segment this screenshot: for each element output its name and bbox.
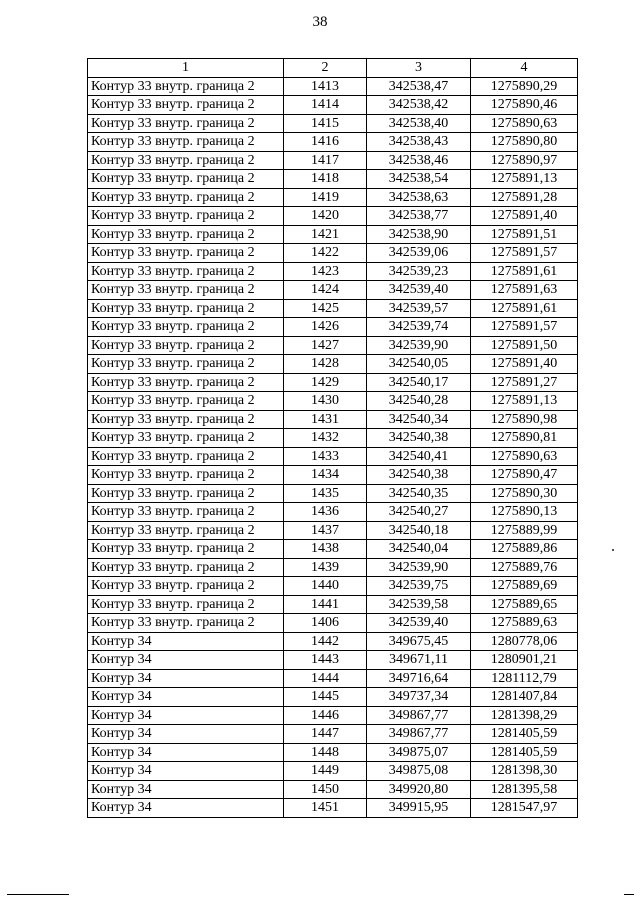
table-row — [88, 651, 578, 670]
contour-name-cell: Контур 33 внутр. граница 2 — [88, 262, 284, 281]
y-coordinate-cell: 1280778,06 — [471, 632, 578, 651]
x-coordinate-cell: 342539,74 — [367, 318, 471, 337]
page-number: 38 — [312, 14, 328, 30]
x-coordinate-cell: 342539,75 — [367, 577, 471, 596]
contour-name-cell: Контур 33 внутр. граница 2 — [88, 114, 284, 133]
contour-name-cell: Контур 33 внутр. граница 2 — [88, 429, 284, 448]
y-coordinate-cell: 1275890,46 — [471, 96, 578, 115]
point-number-cell: 1429 — [284, 373, 367, 392]
y-coordinate-cell: 1280901,21 — [471, 651, 578, 670]
table-row — [88, 577, 578, 596]
contour-name-cell: Контур 33 внутр. граница 2 — [88, 225, 284, 244]
y-coordinate-cell: 1281405,59 — [471, 725, 578, 744]
y-coordinate-cell: 1275890,80 — [471, 133, 578, 152]
x-coordinate-cell: 342538,43 — [367, 133, 471, 152]
point-number-cell: 1426 — [284, 318, 367, 337]
table-row — [88, 595, 578, 614]
table-row — [88, 207, 578, 226]
contour-name-cell: Контур 33 внутр. граница 2 — [88, 170, 284, 189]
contour-name-cell: Контур 33 внутр. граница 2 — [88, 336, 284, 355]
y-coordinate-cell: 1275891,13 — [471, 170, 578, 189]
y-coordinate-cell: 1275889,76 — [471, 558, 578, 577]
table-row — [88, 392, 578, 411]
table-row — [88, 558, 578, 577]
coordinates-table-body — [88, 59, 578, 818]
y-coordinate-cell: 1281395,58 — [471, 780, 578, 799]
y-coordinate-cell: 1275891,63 — [471, 281, 578, 300]
table-row — [88, 114, 578, 133]
table-row — [88, 281, 578, 300]
y-coordinate-cell: 1275891,40 — [471, 207, 578, 226]
point-number-cell: 1441 — [284, 595, 367, 614]
y-coordinate-cell: 1275889,99 — [471, 521, 578, 540]
x-coordinate-cell: 349716,64 — [367, 669, 471, 688]
contour-name-cell: Контур 33 внутр. граница 2 — [88, 299, 284, 318]
point-number-cell: 1415 — [284, 114, 367, 133]
y-coordinate-cell: 1275890,29 — [471, 77, 578, 96]
y-coordinate-cell: 1275890,97 — [471, 151, 578, 170]
x-coordinate-cell: 342539,57 — [367, 299, 471, 318]
table-row — [88, 96, 578, 115]
contour-name-cell: Контур 33 внутр. граница 2 — [88, 447, 284, 466]
point-number-cell: 1425 — [284, 299, 367, 318]
y-coordinate-cell: 1275889,86 — [471, 540, 578, 559]
y-coordinate-cell: 1275890,98 — [471, 410, 578, 429]
point-number-cell: 1436 — [284, 503, 367, 522]
table-row — [88, 688, 578, 707]
point-number-cell: 1443 — [284, 651, 367, 670]
point-number-cell: 1440 — [284, 577, 367, 596]
x-coordinate-cell: 342538,40 — [367, 114, 471, 133]
point-number-cell: 1416 — [284, 133, 367, 152]
x-coordinate-cell: 349737,34 — [367, 688, 471, 707]
y-coordinate-cell: 1281407,84 — [471, 688, 578, 707]
table-row — [88, 762, 578, 781]
y-coordinate-cell: 1275891,57 — [471, 244, 578, 263]
x-coordinate-cell: 349675,45 — [367, 632, 471, 651]
point-number-cell: 1451 — [284, 799, 367, 818]
contour-name-cell: Контур 33 внутр. граница 2 — [88, 281, 284, 300]
table-row — [88, 799, 578, 818]
contour-name-cell: Контур 34 — [88, 632, 284, 651]
x-coordinate-cell: 342539,23 — [367, 262, 471, 281]
point-number-cell: 1438 — [284, 540, 367, 559]
point-number-cell: 1433 — [284, 447, 367, 466]
y-coordinate-cell: 1275890,81 — [471, 429, 578, 448]
contour-name-cell: Контур 33 внутр. граница 2 — [88, 614, 284, 633]
x-coordinate-cell: 342540,28 — [367, 392, 471, 411]
y-coordinate-cell: 1281547,97 — [471, 799, 578, 818]
x-coordinate-cell: 342539,40 — [367, 614, 471, 633]
contour-name-cell: Контур 33 внутр. граница 2 — [88, 373, 284, 392]
y-coordinate-cell: 1281112,79 — [471, 669, 578, 688]
x-coordinate-cell: 349920,80 — [367, 780, 471, 799]
contour-name-cell: Контур 33 внутр. граница 2 — [88, 96, 284, 115]
point-number-cell: 1445 — [284, 688, 367, 707]
contour-name-cell: Контур 34 — [88, 799, 284, 818]
contour-name-cell: Контур 34 — [88, 762, 284, 781]
contour-name-cell: Контур 33 внутр. граница 2 — [88, 577, 284, 596]
point-number-cell: 1406 — [284, 614, 367, 633]
contour-name-cell: Контур 33 внутр. граница 2 — [88, 318, 284, 337]
point-number-cell: 1420 — [284, 207, 367, 226]
x-coordinate-cell: 342540,38 — [367, 466, 471, 485]
x-coordinate-cell: 342540,35 — [367, 484, 471, 503]
table-row — [88, 725, 578, 744]
y-coordinate-cell: 1275891,40 — [471, 355, 578, 374]
y-coordinate-cell: 1275890,13 — [471, 503, 578, 522]
contour-name-cell: Контур 34 — [88, 706, 284, 725]
contour-name-cell: Контур 33 внутр. граница 2 — [88, 207, 284, 226]
y-coordinate-cell: 1275891,61 — [471, 262, 578, 281]
contour-name-cell: Контур 33 внутр. граница 2 — [88, 503, 284, 522]
scan-speck — [612, 549, 614, 551]
x-coordinate-cell: 342538,90 — [367, 225, 471, 244]
table-row — [88, 503, 578, 522]
point-number-cell: 1418 — [284, 170, 367, 189]
x-coordinate-cell: 349875,08 — [367, 762, 471, 781]
point-number-cell: 1421 — [284, 225, 367, 244]
y-coordinate-cell: 1275891,28 — [471, 188, 578, 207]
table-row — [88, 521, 578, 540]
x-coordinate-cell: 342540,17 — [367, 373, 471, 392]
point-number-cell: 1434 — [284, 466, 367, 485]
point-number-cell: 1419 — [284, 188, 367, 207]
x-coordinate-cell: 349867,77 — [367, 706, 471, 725]
table-row — [88, 133, 578, 152]
point-number-cell: 1439 — [284, 558, 367, 577]
x-coordinate-cell: 342538,46 — [367, 151, 471, 170]
contour-name-cell: Контур 33 внутр. граница 2 — [88, 410, 284, 429]
table-row — [88, 188, 578, 207]
y-coordinate-cell: 1275889,65 — [471, 595, 578, 614]
table-row — [88, 299, 578, 318]
point-number-cell: 1446 — [284, 706, 367, 725]
x-coordinate-cell: 342540,34 — [367, 410, 471, 429]
contour-name-cell: Контур 33 внутр. граница 2 — [88, 133, 284, 152]
y-coordinate-cell: 1281398,30 — [471, 762, 578, 781]
table-row — [88, 669, 578, 688]
y-coordinate-cell: 1275891,61 — [471, 299, 578, 318]
y-coordinate-cell: 1275889,63 — [471, 614, 578, 633]
table-row — [88, 540, 578, 559]
margin-mark — [624, 894, 634, 895]
table-header-row — [88, 59, 578, 78]
table-row — [88, 410, 578, 429]
x-coordinate-cell: 342538,54 — [367, 170, 471, 189]
x-coordinate-cell: 342540,05 — [367, 355, 471, 374]
table-row — [88, 632, 578, 651]
y-coordinate-cell: 1275891,50 — [471, 336, 578, 355]
coordinates-table — [87, 58, 578, 818]
y-coordinate-cell: 1275891,13 — [471, 392, 578, 411]
footnote-separator — [7, 894, 69, 895]
table-row — [88, 743, 578, 762]
point-number-cell: 1427 — [284, 336, 367, 355]
table-row — [88, 170, 578, 189]
x-coordinate-cell: 349915,95 — [367, 799, 471, 818]
point-number-cell: 1414 — [284, 96, 367, 115]
contour-name-cell: Контур 33 внутр. граница 2 — [88, 77, 284, 96]
x-coordinate-cell: 342539,58 — [367, 595, 471, 614]
x-coordinate-cell: 342540,27 — [367, 503, 471, 522]
x-coordinate-cell: 342538,42 — [367, 96, 471, 115]
contour-name-cell: Контур 33 внутр. граница 2 — [88, 355, 284, 374]
table-row — [88, 614, 578, 633]
y-coordinate-cell: 1275890,63 — [471, 114, 578, 133]
table-row — [88, 151, 578, 170]
contour-name-cell: Контур 33 внутр. граница 2 — [88, 244, 284, 263]
y-coordinate-cell: 1275890,63 — [471, 447, 578, 466]
point-number-cell: 1447 — [284, 725, 367, 744]
contour-name-cell: Контур 34 — [88, 780, 284, 799]
point-number-cell: 1450 — [284, 780, 367, 799]
contour-name-cell: Контур 33 внутр. граница 2 — [88, 151, 284, 170]
header-col-2: 2 — [284, 59, 367, 78]
point-number-cell: 1431 — [284, 410, 367, 429]
point-number-cell: 1442 — [284, 632, 367, 651]
point-number-cell: 1448 — [284, 743, 367, 762]
table-row — [88, 244, 578, 263]
x-coordinate-cell: 342538,47 — [367, 77, 471, 96]
table-row — [88, 447, 578, 466]
table-row — [88, 262, 578, 281]
x-coordinate-cell: 342540,18 — [367, 521, 471, 540]
y-coordinate-cell: 1275889,69 — [471, 577, 578, 596]
point-number-cell: 1417 — [284, 151, 367, 170]
contour-name-cell: Контур 34 — [88, 651, 284, 670]
y-coordinate-cell: 1281405,59 — [471, 743, 578, 762]
contour-name-cell: Контур 34 — [88, 688, 284, 707]
table-row — [88, 484, 578, 503]
contour-name-cell: Контур 34 — [88, 669, 284, 688]
header-col-3: 3 — [367, 59, 471, 78]
x-coordinate-cell: 342540,04 — [367, 540, 471, 559]
x-coordinate-cell: 342538,63 — [367, 188, 471, 207]
header-col-1: 1 — [88, 59, 284, 78]
table-row — [88, 355, 578, 374]
contour-name-cell: Контур 33 внутр. граница 2 — [88, 484, 284, 503]
x-coordinate-cell: 342539,90 — [367, 336, 471, 355]
point-number-cell: 1424 — [284, 281, 367, 300]
x-coordinate-cell: 342539,40 — [367, 281, 471, 300]
contour-name-cell: Контур 33 внутр. граница 2 — [88, 188, 284, 207]
table-row — [88, 429, 578, 448]
x-coordinate-cell: 342539,06 — [367, 244, 471, 263]
table-row — [88, 318, 578, 337]
contour-name-cell: Контур 34 — [88, 725, 284, 744]
x-coordinate-cell: 342539,90 — [367, 558, 471, 577]
point-number-cell: 1437 — [284, 521, 367, 540]
y-coordinate-cell: 1275891,27 — [471, 373, 578, 392]
contour-name-cell: Контур 33 внутр. граница 2 — [88, 521, 284, 540]
table-row — [88, 336, 578, 355]
point-number-cell: 1449 — [284, 762, 367, 781]
table-row — [88, 706, 578, 725]
y-coordinate-cell: 1275890,47 — [471, 466, 578, 485]
y-coordinate-cell: 1275891,57 — [471, 318, 578, 337]
table-row — [88, 373, 578, 392]
y-coordinate-cell: 1281398,29 — [471, 706, 578, 725]
contour-name-cell: Контур 33 внутр. граница 2 — [88, 595, 284, 614]
y-coordinate-cell: 1275891,51 — [471, 225, 578, 244]
x-coordinate-cell: 342540,38 — [367, 429, 471, 448]
point-number-cell: 1428 — [284, 355, 367, 374]
table-row — [88, 77, 578, 96]
x-coordinate-cell: 342540,41 — [367, 447, 471, 466]
contour-name-cell: Контур 34 — [88, 743, 284, 762]
table-row — [88, 466, 578, 485]
point-number-cell: 1444 — [284, 669, 367, 688]
y-coordinate-cell: 1275890,30 — [471, 484, 578, 503]
x-coordinate-cell: 349867,77 — [367, 725, 471, 744]
x-coordinate-cell: 349671,11 — [367, 651, 471, 670]
contour-name-cell: Контур 33 внутр. граница 2 — [88, 466, 284, 485]
contour-name-cell: Контур 33 внутр. граница 2 — [88, 540, 284, 559]
point-number-cell: 1423 — [284, 262, 367, 281]
x-coordinate-cell: 342538,77 — [367, 207, 471, 226]
table-row — [88, 780, 578, 799]
point-number-cell: 1430 — [284, 392, 367, 411]
point-number-cell: 1435 — [284, 484, 367, 503]
contour-name-cell: Контур 33 внутр. граница 2 — [88, 392, 284, 411]
x-coordinate-cell: 349875,07 — [367, 743, 471, 762]
point-number-cell: 1413 — [284, 77, 367, 96]
header-col-4: 4 — [471, 59, 578, 78]
contour-name-cell: Контур 33 внутр. граница 2 — [88, 558, 284, 577]
point-number-cell: 1422 — [284, 244, 367, 263]
table-row — [88, 225, 578, 244]
point-number-cell: 1432 — [284, 429, 367, 448]
